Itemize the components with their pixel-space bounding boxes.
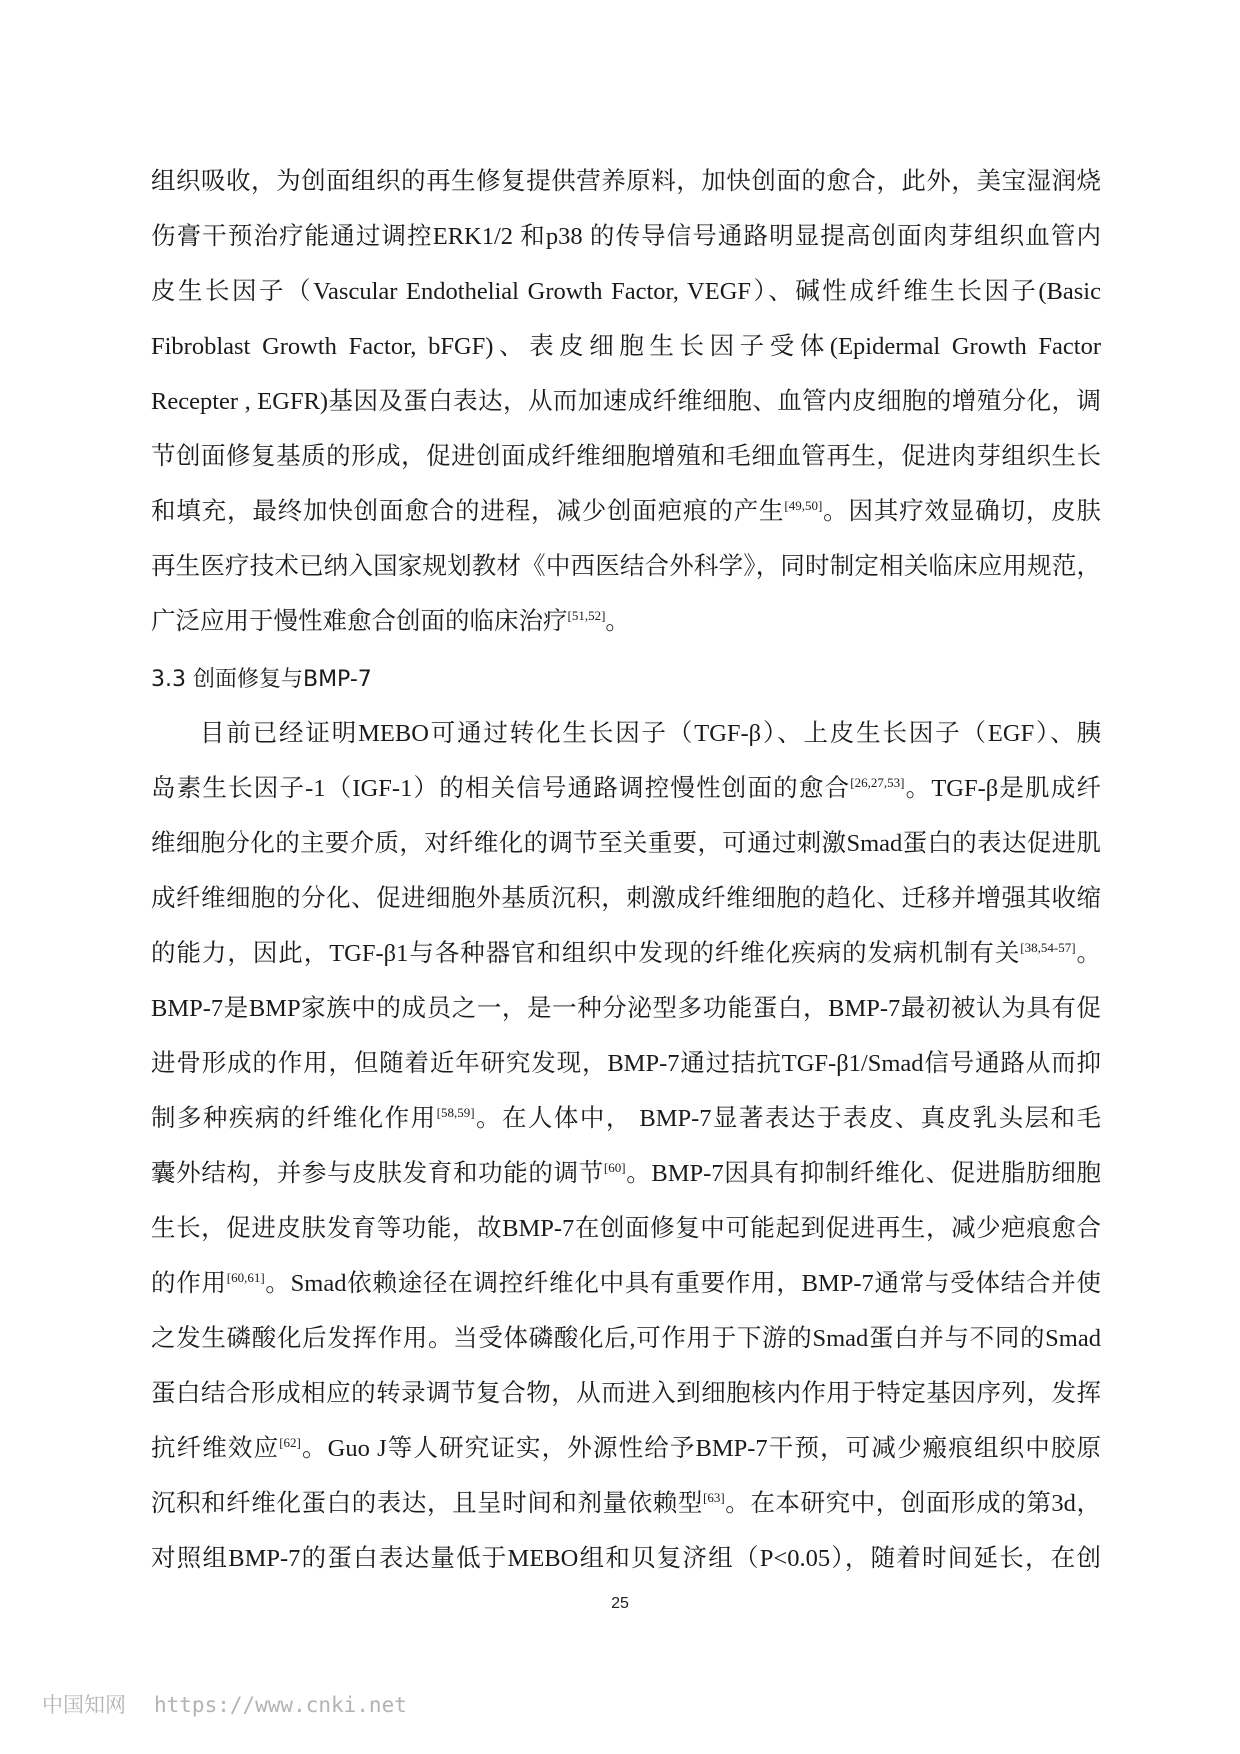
citation-ref: [38,54-57] (1020, 939, 1076, 955)
text-line: 沉积和纤维化蛋白的表达，且呈时间和剂量依赖型[63]。在本研究中，创面形成的第3d， (151, 1489, 1102, 1517)
text-line: Fibroblast Growth Factor, bFGF)、表皮细胞生长因子受体(Epidermal Growth Factor (151, 333, 1101, 360)
text-line: 维细胞分化的主要介质，对纤维化的调节至关重要，可通过刺激Smad蛋白的表达促进肌 (151, 830, 1101, 857)
text-line: 抗纤维效应[62]。Guo J等人研究证实，外源性给予BMP-7干预，可减少瘢痕组织中胶原 (151, 1434, 1102, 1462)
text-line: 的能力，因此，TGF-β1与各种器官和组织中发现的纤维化疾病的发病机制有关[38,54-57]。 (151, 939, 1102, 967)
text-line: 伤膏干预治疗能通过调控ERK1/2 和p38 的传导信号通路明显提高创面肉芽组织血管内 (151, 223, 1101, 250)
text-line: 组织吸收，为创面组织的再生修复提供营养原料，加快创面的愈合，此外，美宝湿润烧 (151, 168, 1101, 195)
citation-ref: [51,52] (567, 607, 606, 623)
citation-ref: [49,50] (784, 497, 823, 513)
text-line: 对照组BMP-7的蛋白表达量低于MEBO组和贝复济组（P<0.05），随着时间延长，在创 (151, 1545, 1101, 1572)
page-number: 25 (611, 1595, 629, 1612)
text-line: Recepter , EGFR)基因及蛋白表达，从而加速成纤维细胞、血管内皮细胞的增殖分化，调 (151, 388, 1101, 415)
text-line: 制多种疾病的纤维化作用[58,59]。在人体中， BMP-7显著表达于表皮、真皮乳头层和毛 (151, 1104, 1101, 1132)
paragraph-2 (151, 706, 1101, 1586)
text-line: 成纤维细胞的分化、促进细胞外基质沉积，刺激成纤维细胞的趋化、迁移并增强其收缩 (151, 885, 1101, 912)
text-line: 岛素生长因子-1（IGF-1）的相关信号通路调控慢性创面的愈合[26,27,53]。TGF-β是肌成纤 (151, 774, 1101, 802)
citation-ref: [60,61] (226, 1269, 265, 1285)
text-line: 囊外结构，并参与皮肤发育和功能的调节[60]。BMP-7因具有抑制纤维化、促进脂肪细胞 (151, 1159, 1101, 1187)
citation-ref: [58,59] (436, 1104, 475, 1120)
text-line: 广泛应用于慢性难愈合创面的临床治疗[51,52]。 (151, 607, 630, 635)
text-line: 再生医疗技术已纳入国家规划教材《中西医结合外科学》，同时制定相关临床应用规范， (151, 553, 1101, 580)
citation-ref: [26,27,53] (850, 774, 905, 790)
text-line: 和填充，最终加快创面愈合的进程，减少创面疤痕的产生[49,50]。因其疗效显确切，皮肤 (151, 497, 1102, 525)
paragraph-1 (151, 154, 1101, 649)
text-line: 之发生磷酸化后发挥作用。当受体磷酸化后,可作用于下游的Smad蛋白并与不同的Smad (151, 1325, 1101, 1352)
footer-url[interactable]: https://www.cnki.net (154, 1693, 407, 1717)
text-line: 生长，促进皮肤发育等功能，故BMP-7在创面修复中可能起到促进再生，减少疤痕愈合 (151, 1215, 1101, 1242)
text-line: 蛋白结合形成相应的转录调节复合物，从而进入到细胞核内作用于特定基因序列，发挥 (151, 1380, 1101, 1407)
text-line: 的作用[60,61]。Smad依赖途径在调控纤维化中具有重要作用，BMP-7通常与受体结合并使 (151, 1269, 1102, 1297)
text-line: 目前已经证明MEBO可通过转化生长因子（TGF-β）、上皮生长因子（EGF）、胰 (200, 720, 1101, 747)
citation-ref: [63] (702, 1489, 725, 1505)
footer-brand: 中国知网 (42, 1693, 126, 1717)
watermark-footer (42, 1690, 407, 1720)
citation-ref: [60] (603, 1159, 626, 1175)
text-line: BMP-7是BMP家族中的成员之一，是一种分泌型多功能蛋白，BMP-7最初被认为具有促 (151, 995, 1101, 1022)
citation-ref: [62] (279, 1434, 301, 1450)
text-line: 节创面修复基质的形成，促进创面成纤维细胞增殖和毛细血管再生，促进肉芽组织生长 (151, 443, 1101, 470)
text-line: 进骨形成的作用，但随着近年研究发现，BMP-7通过拮抗TGF-β1/Smad信号通路从而抑 (151, 1050, 1101, 1077)
section-heading: 3.3 创面修复与BMP-7 (151, 667, 372, 692)
text-line: 皮生长因子（Vascular Endothelial Growth Factor, VEGF）、碱性成纤维生长因子(Basic (151, 278, 1101, 305)
